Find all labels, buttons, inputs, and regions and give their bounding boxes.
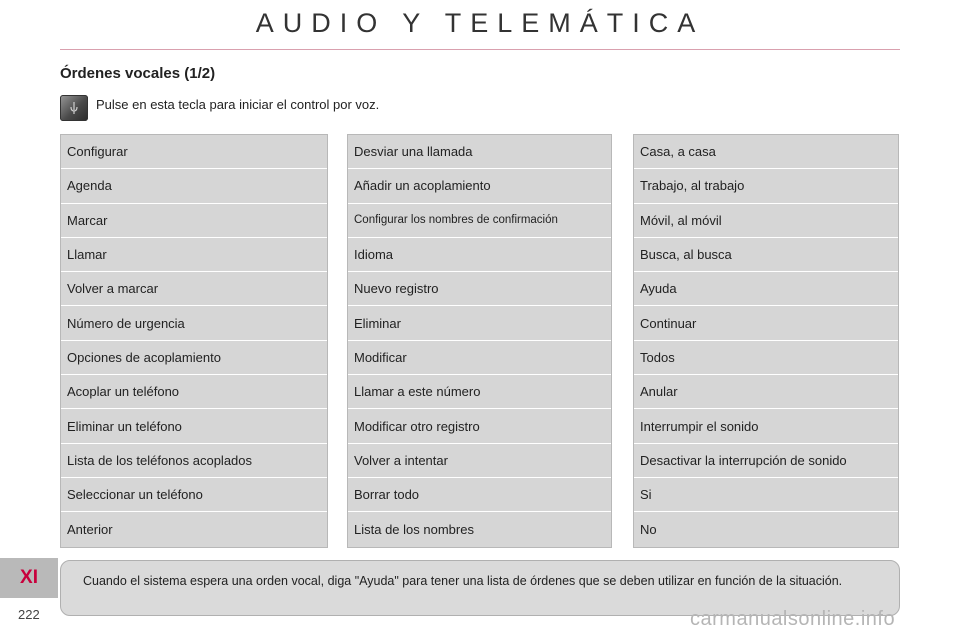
command-item: Anular [634,375,898,409]
command-item: Acoplar un teléfono [61,375,327,409]
voice-key-instruction: Pulse en esta tecla para iniciar el control por voz. [96,97,380,112]
command-item: No [640,521,657,537]
command-item: Modificar otro registro [348,409,611,443]
voice-command-key-icon [60,95,88,121]
command-item: Seleccionar un teléfono [61,478,327,512]
command-item: Si [634,478,898,512]
command-item: Configurar los nombres de confirmación [348,204,611,238]
command-item: Desactivar la interrupción de sonido [634,444,898,478]
command-item: Añadir un acoplamiento [348,169,611,203]
chapter-tab: XI [0,558,58,598]
commands-column-2 [347,134,612,548]
command-item: Configurar [61,135,327,169]
section-title: Órdenes vocales (1/2) [60,65,216,82]
command-item: Desviar una llamada [348,135,611,169]
command-item: Lista de los teléfonos acoplados [61,444,327,478]
command-item: Eliminar un teléfono [61,409,327,443]
command-item: Número de urgencia [61,306,327,340]
command-item: Eliminar [348,306,611,340]
command-item: Móvil, al móvil [634,204,898,238]
command-item: Marcar [61,204,327,238]
watermark: carmanualsonline.info [690,608,896,630]
page-title: AUDIO Y TELEMÁTICA [255,8,705,38]
command-item: Llamar a este número [348,375,611,409]
commands-column-3 [633,134,899,548]
command-item: Continuar [634,306,898,340]
command-item: Modificar [348,341,611,375]
command-item: Todos [634,341,898,375]
command-item: Llamar [61,238,327,272]
command-item: Borrar todo [348,478,611,512]
command-item: Lista de los nombres [354,521,474,537]
page-number: 222 [18,607,40,622]
command-item: Trabajo, al trabajo [634,169,898,203]
header-divider [60,49,900,50]
command-item: Idioma [348,238,611,272]
command-item: Interrumpir el sonido [634,409,898,443]
command-item: Agenda [61,169,327,203]
command-item: Busca, al busca [634,238,898,272]
command-item: Volver a intentar [348,444,611,478]
command-item: Anterior [67,521,113,537]
note-box: Cuando el sistema espera una orden vocal, diga "Ayuda" para tener una lista de órdenes que se deben utilizar en función de la situación. [60,560,900,616]
command-item: Ayuda [634,272,898,306]
command-item: Casa, a casa [634,135,898,169]
command-item: Nuevo registro [348,272,611,306]
command-item: Opciones de acoplamiento [61,341,327,375]
command-item: Volver a marcar [61,272,327,306]
commands-column-1 [60,134,328,548]
